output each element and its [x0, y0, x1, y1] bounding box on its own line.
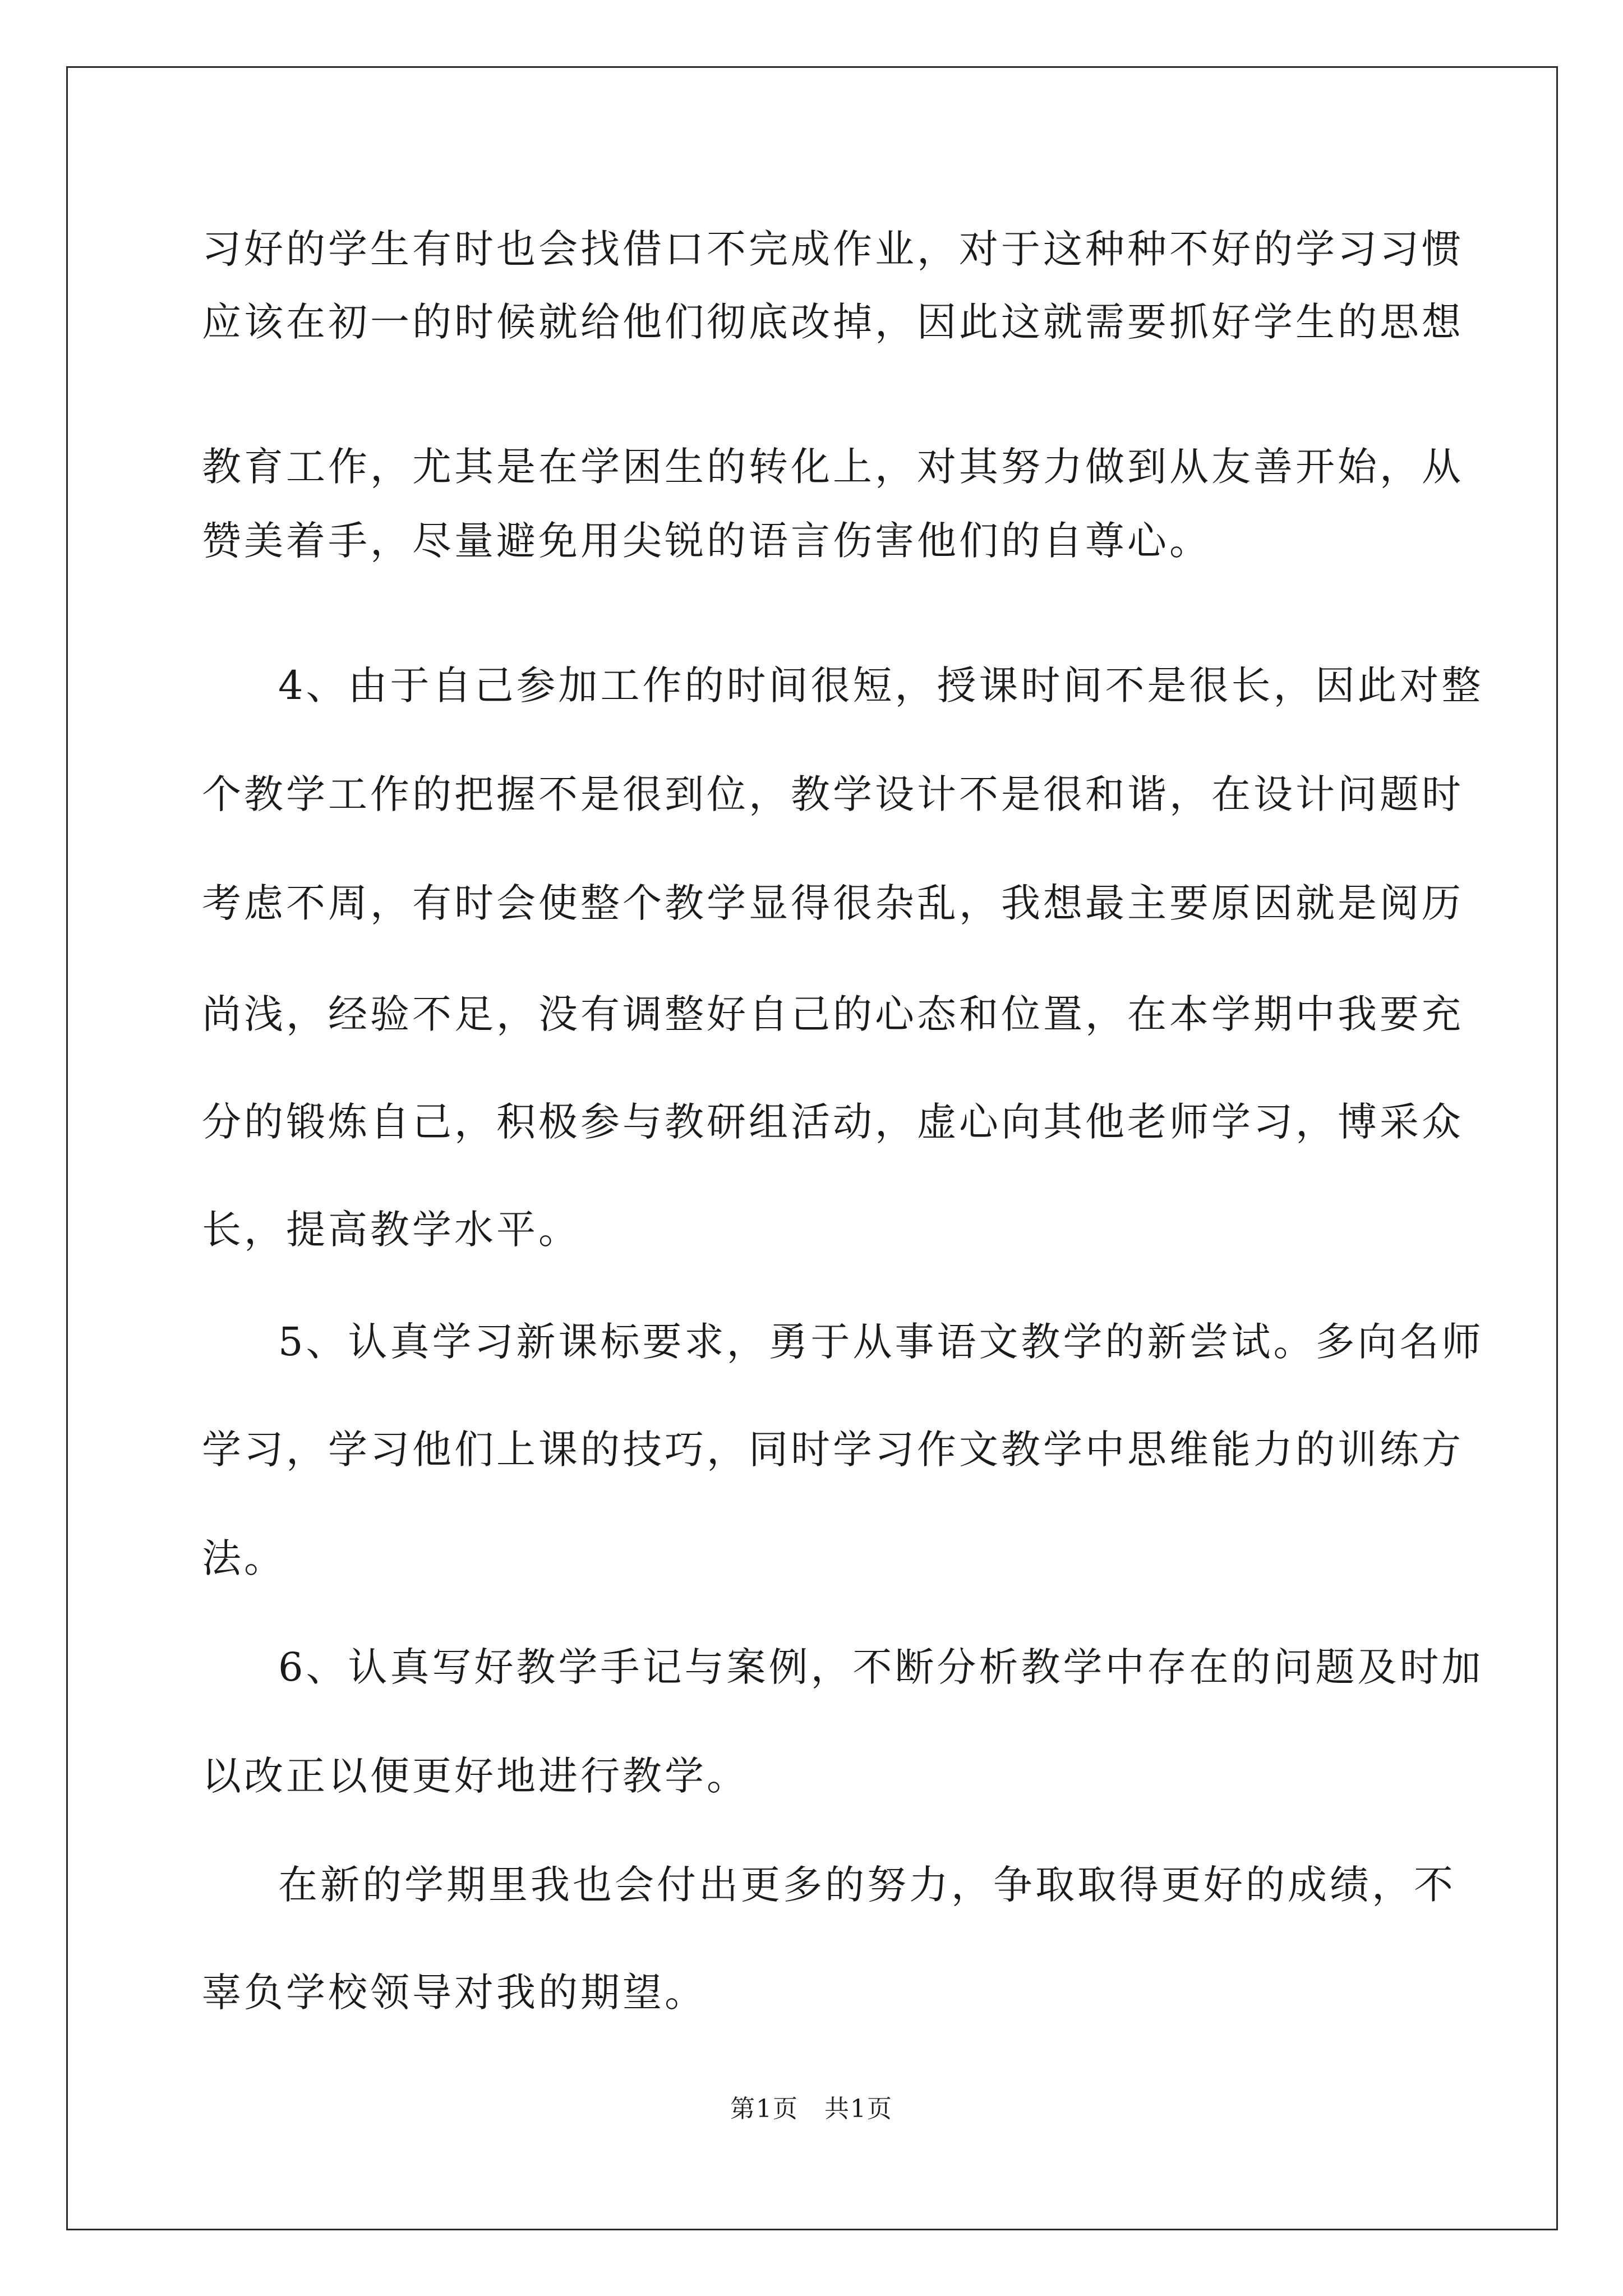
text-line: 5、认真学习新课标要求，勇于从事语文教学的新尝试。多向名师	[278, 1319, 1484, 1365]
text-line: 分的锻炼自己，积极参与教研组活动，虚心向其他老师学习，博采众	[202, 1099, 1464, 1145]
text-line: 个教学工作的把握不是很到位，教学设计不是很和谐，在设计问题时	[202, 771, 1464, 817]
text-line: 尚浅，经验不足，没有调整好自己的心态和位置，在本学期中我要充	[202, 991, 1464, 1037]
text-line: 应该在初一的时候就给他们彻底改掉，因此这就需要抓好学生的思想	[202, 299, 1464, 345]
text-line: 4、由于自己参加工作的时间很短，授课时间不是很长，因此对整	[278, 662, 1484, 708]
text-line: 在新的学期里我也会付出更多的努力，争取取得更好的成绩，不	[278, 1862, 1456, 1908]
text-line: 赞美着手，尽量避免用尖锐的语言伤害他们的自尊心。	[202, 518, 1211, 564]
text-line: 教育工作，尤其是在学困生的转化上，对其努力做到从友善开始，从	[202, 444, 1464, 490]
text-line: 6、认真写好教学手记与案例，不断分析教学中存在的问题及时加	[278, 1644, 1484, 1690]
page-number-footer: 第1页 共1页	[730, 2095, 893, 2123]
text-line: 习好的学生有时也会找借口不完成作业，对于这种种不好的学习习惯	[202, 226, 1464, 272]
text-line: 考虑不周，有时会使整个教学显得很杂乱，我想最主要原因就是阅历	[202, 880, 1464, 926]
text-line: 辜负学校领导对我的期望。	[202, 1970, 707, 2016]
text-line: 长，提高教学水平。	[202, 1207, 580, 1253]
text-line: 学习，学习他们上课的技巧，同时学习作文教学中思维能力的训练方	[202, 1427, 1464, 1473]
text-line: 以改正以便更好地进行教学。	[202, 1753, 749, 1799]
text-line: 法。	[202, 1535, 286, 1581]
